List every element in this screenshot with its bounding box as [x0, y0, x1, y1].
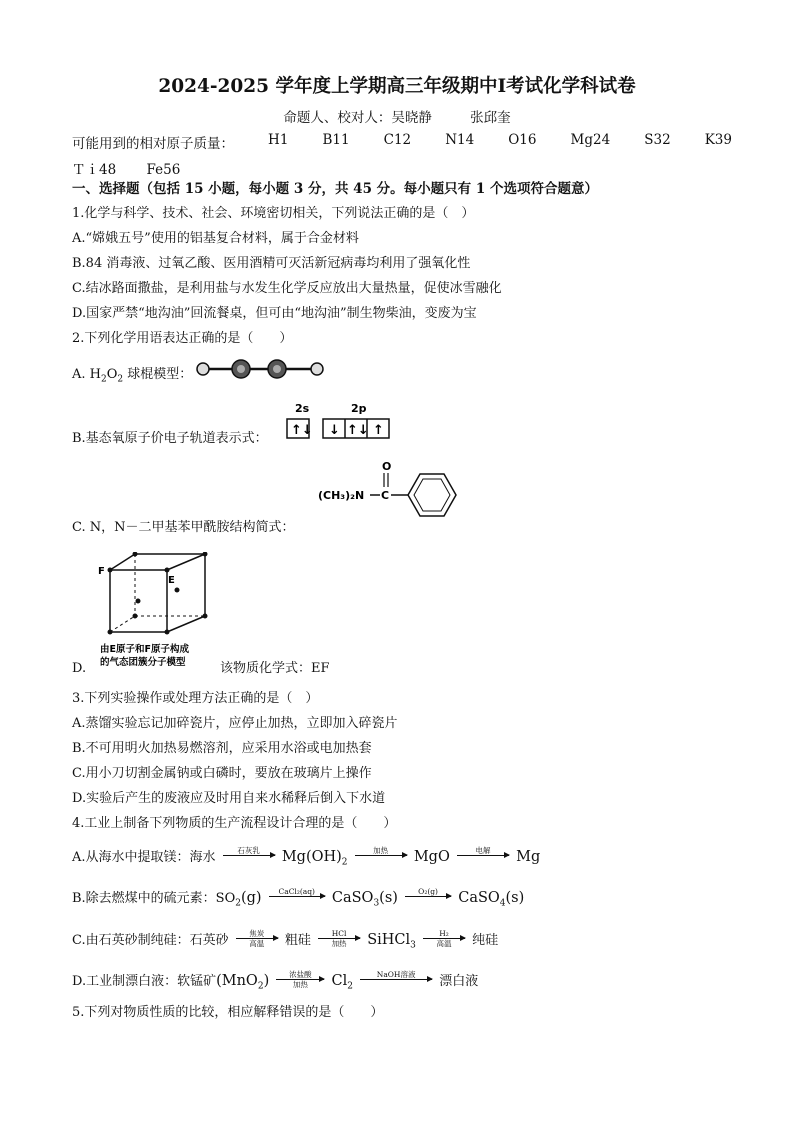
question-3-option-d: D.实验后产生的废液应及时用自来水稀释后倒入下水道	[72, 791, 386, 806]
question-3-option-b: B.不可用明火加热易燃溶剂，应采用水浴或电加热套	[72, 741, 372, 756]
ball-and-stick-model	[195, 356, 330, 382]
orbital-diagram	[285, 400, 405, 444]
question-1-option-c: C.结冰路面撒盐，是利用盐与水发生化学反应放出大量热量，促使冰雪融化	[72, 281, 502, 296]
mass-item: Mg24	[570, 132, 611, 148]
reaction-arrow: 电解	[457, 846, 509, 865]
reaction-arrow: 石灰乳	[223, 846, 275, 865]
reaction-arrow: 焦炭 高温	[236, 929, 278, 948]
reaction-arrow: HCl 加热	[318, 929, 360, 948]
svg-text:↑: ↑	[373, 423, 384, 438]
authors-label: 命题人、校对人：吴晓静	[283, 110, 432, 126]
author-second: 张邱奎	[470, 110, 511, 126]
question-2-option-b: B.基态氧原子价电子轨道表示式：	[72, 431, 268, 446]
question-4-option-b: B.除去燃煤中的硫元素：$SO_2(g)$ CaCl₂(aq) CaSO$_3$(s) O₂(g) CaSO$_4$(s)	[72, 887, 525, 909]
dimethylbenzamide-structure	[318, 458, 478, 530]
svg-text:C: C	[381, 489, 390, 502]
question-1-option-b: B.84 消毒液、过氧乙酸、医用酒精可灭活新冠病毒均利用了强氧化性	[72, 256, 471, 271]
svg-text:F: F	[98, 566, 105, 577]
svg-text:由E原子和F原子构成: 由E原子和F原子构成	[100, 644, 189, 655]
svg-text:↑↓: ↑↓	[291, 423, 313, 438]
question-2-option-c: C. N，N－二甲基苯甲酰胺结构简式：	[72, 520, 295, 535]
reaction-arrow: CaCl₂(aq)	[269, 887, 325, 906]
section-heading: 一、选择题（包括 15 小题，每小题 3 分，共 45 分。每小题只有 1 个选项符合题意）	[72, 181, 598, 197]
mass-item: Fe56	[146, 162, 181, 178]
mass-item: N14	[445, 132, 475, 148]
question-3-stem: 3.下列实验操作或处理方法正确的是（ ）	[72, 691, 319, 706]
reaction-arrow: H₂ 高温	[423, 929, 465, 948]
mass-item: H1	[268, 132, 289, 148]
svg-text:(CH₃)₂N: (CH₃)₂N	[318, 489, 365, 502]
reaction-arrow: 浓盐酸 加热	[276, 970, 324, 989]
question-1-option-d: D.国家严禁“地沟油”回流餐桌，但可由“地沟油”制生物柴油，变废为宝	[72, 306, 477, 321]
atomic-masses-row-2	[72, 158, 206, 178]
h-atom	[197, 363, 209, 375]
authors-line	[0, 106, 794, 126]
cluster-molecule-model	[95, 552, 230, 670]
svg-text:O: O	[382, 460, 392, 473]
svg-text:E: E	[168, 575, 175, 586]
question-2-option-d-label: D.	[72, 661, 87, 676]
question-4-option-d: D.工业制漂白液：软锰矿(MnO$_2$) 浓盐酸 加热 $Cl_2$ NaOH溶液 漂白液	[72, 970, 479, 992]
svg-text:↓: ↓	[329, 423, 340, 438]
mass-item: O16	[508, 132, 537, 148]
svg-text:的气态团簇分子模型: 的气态团簇分子模型	[100, 657, 186, 668]
mass-item: C12	[383, 132, 412, 148]
exam-title: 2024-2025 学年度上学期高三年级期中Ⅰ考试化学科试卷	[158, 76, 636, 97]
question-2-option-a: A. $H_2O_2$ 球棍模型：	[72, 367, 193, 385]
reaction-arrow: NaOH溶液	[360, 970, 432, 989]
h-atom	[311, 363, 323, 375]
atomic-masses-row	[72, 132, 732, 152]
svg-text:2p: 2p	[351, 402, 367, 415]
question-3-option-c: C.用小刀切割金属钠或白磷时，要放在玻璃片上操作	[72, 766, 372, 781]
svg-text:↑↓: ↑↓	[347, 423, 369, 438]
question-4-stem: 4.工业上制备下列物质的生产流程设计合理的是（ ）	[72, 816, 397, 831]
mass-item: K39	[704, 132, 732, 148]
question-1-stem: 1.化学与科学、技术、社会、环境密切相关，下列说法正确的是（ ）	[72, 206, 475, 221]
question-5-stem: 5.下列对物质性质的比较，相应解释错误的是（ ）	[72, 1005, 384, 1020]
question-3-option-a: A.蒸馏实验忘记加碎瓷片，应停止加热，立即加入碎瓷片	[72, 716, 398, 731]
question-4-option-c: C.由石英砂制纯硅：石英砂 焦炭 高温 粗硅 HCl 加热 SiHCl$_3$ H₂ 高温 纯硅	[72, 929, 499, 951]
reaction-arrow: O₂(g)	[405, 887, 451, 906]
svg-text:2s: 2s	[295, 402, 310, 415]
mass-item: Ｔｉ48	[72, 162, 117, 178]
mass-item: B11	[322, 132, 350, 148]
question-2-option-d-text: 该物质化学式：EF	[220, 661, 330, 676]
question-4-option-a: A.从海水中提取镁：海水 石灰乳 $Mg(OH)_2$ 加热 MgO 电解 Mg	[72, 846, 541, 868]
mass-item: S32	[644, 132, 671, 148]
atomic-masses-label: 可能用到的相对原子质量：	[72, 136, 234, 152]
benzene-ring	[408, 474, 456, 516]
question-2-stem: 2.下列化学用语表达正确的是（ ）	[72, 331, 293, 346]
reaction-arrow: 加热	[355, 846, 407, 865]
question-1-option-a: A.“嫦娥五号”使用的铝基复合材料，属于合金材料	[72, 231, 359, 246]
